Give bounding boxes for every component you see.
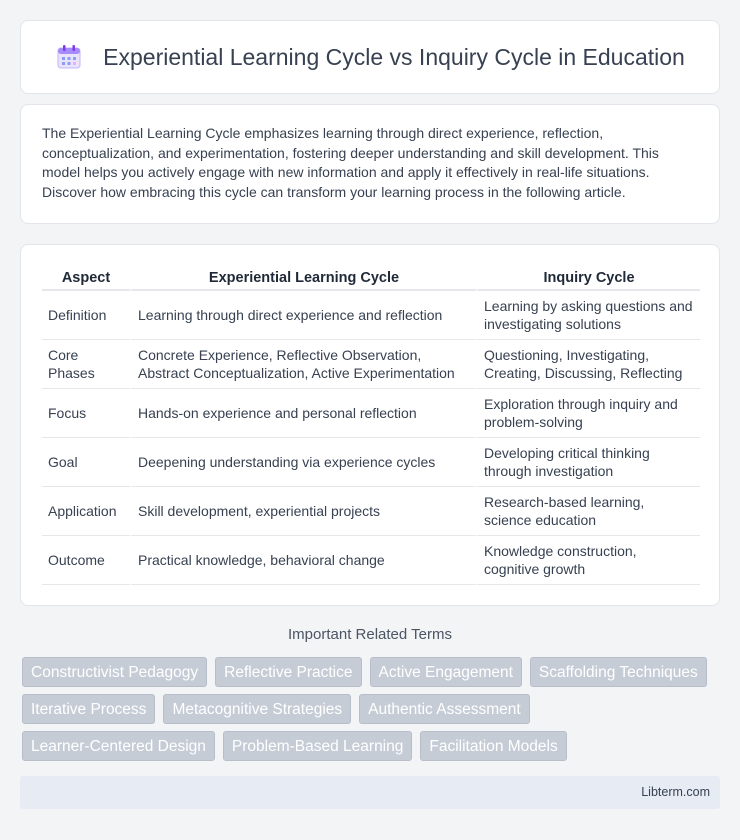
related-terms-list [22,657,722,768]
cell-aspect: Goal [42,438,130,487]
cell-experiential: Practical knowledge, behavioral change [130,536,476,585]
page-title: Experiential Learning Cycle vs Inquiry Cycle in Education [103,43,685,70]
table-header-row [42,265,700,291]
header-experiential: Experiential Learning Cycle [130,265,476,291]
related-term-chip[interactable]: Reflective Practice [215,657,361,687]
cell-inquiry: Exploration through inquiry and problem-solving [476,389,700,438]
table-row [42,389,700,438]
related-term-chip[interactable]: Iterative Process [22,694,155,724]
header-card [20,20,720,94]
table-row [42,291,700,340]
comparison-table [42,265,700,585]
related-term-chip[interactable]: Authentic Assessment [359,694,530,724]
cell-experiential: Hands-on experience and personal reflection [130,389,476,438]
related-term-chip[interactable]: Active Engagement [370,657,522,687]
cell-experiential: Learning through direct experience and reflection [130,291,476,340]
related-term-chip[interactable]: Metacognitive Strategies [163,694,351,724]
intro-text: The Experiential Learning Cycle emphasizes learning through direct experience, reflection, conceptualization, and experimentation, fostering deeper understanding and skill development. This model helps you actively engage with new information and apply it effectively in real-life situations. Discover how embracing this cycle can transform your learning process in the following article. [42,125,659,200]
cell-aspect: Core Phases [42,340,130,389]
footer [20,776,720,809]
cell-experiential: Skill development, experiential projects [130,487,476,536]
cell-inquiry: Research-based learning, science education [476,487,700,536]
header-inquiry: Inquiry Cycle [476,265,700,291]
cell-aspect: Focus [42,389,130,438]
cell-inquiry: Knowledge construction, cognitive growth [476,536,700,585]
comparison-card [20,244,720,606]
header-aspect: Aspect [42,265,130,291]
related-terms-title: Important Related Terms [288,626,452,643]
table-row [42,487,700,536]
table-row [42,340,700,389]
cell-experiential: Deepening understanding via experience cycles [130,438,476,487]
cell-inquiry: Developing critical thinking through investigation [476,438,700,487]
cell-inquiry: Questioning, Investigating, Creating, Discussing, Reflecting [476,340,700,389]
intro-card [20,104,720,224]
related-term-chip[interactable]: Constructivist Pedagogy [22,657,207,687]
cell-aspect: Outcome [42,536,130,585]
cell-aspect: Definition [42,291,130,340]
cell-aspect: Application [42,487,130,536]
related-term-chip[interactable]: Facilitation Models [420,731,566,761]
table-row [42,438,700,487]
related-term-chip[interactable]: Scaffolding Techniques [530,657,707,687]
footer-site-link[interactable]: Libterm.com [641,785,710,799]
calendar-icon [55,43,83,71]
cell-inquiry: Learning by asking questions and investigating solutions [476,291,700,340]
related-term-chip[interactable]: Problem-Based Learning [223,731,412,761]
table-row [42,536,700,585]
related-term-chip[interactable]: Learner-Centered Design [22,731,215,761]
cell-experiential: Concrete Experience, Reflective Observation, Abstract Conceptualization, Active Experimentation [130,340,476,389]
